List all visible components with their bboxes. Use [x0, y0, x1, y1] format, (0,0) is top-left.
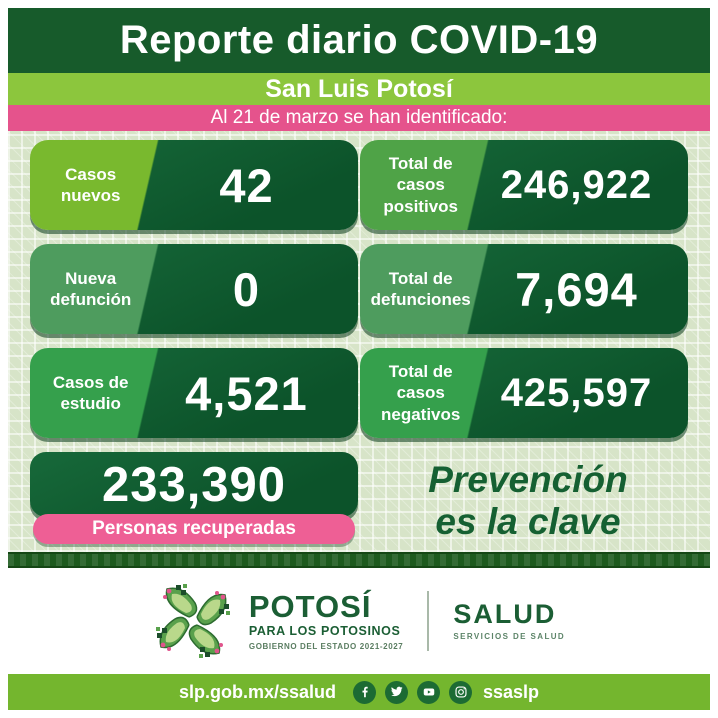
date-banner: [8, 105, 710, 131]
stat-value: 0: [232, 262, 261, 316]
salud-name: SALUD: [453, 598, 557, 629]
potosi-name: POTOSÍ: [248, 589, 372, 625]
salud-wordmark: [453, 600, 565, 642]
stat-value: 7,694: [515, 262, 638, 316]
stat-card-casos-estudio: [30, 348, 358, 438]
location-title: San Luis Potosí: [265, 74, 453, 103]
stat-value: 425,597: [500, 370, 653, 415]
potosi-tagline: PARA LOS POTOSINOS: [248, 624, 401, 639]
stat-value: 42: [219, 158, 274, 212]
salud-subtitle: SERVICIOS DE SALUD: [453, 632, 566, 642]
recovered-card: [30, 452, 358, 549]
instagram-icon[interactable]: [449, 681, 472, 704]
potosi-government: GOBIERNO DEL ESTADO 2021-2027: [248, 642, 404, 652]
potosi-emblem-icon: [153, 581, 233, 661]
slogan-line-2: es la clave: [435, 500, 621, 542]
recovered-value: 233,390: [101, 457, 287, 512]
prevention-slogan: [368, 452, 688, 549]
stat-card-total-negativos: [360, 348, 688, 438]
recovered-value-box: [30, 452, 358, 517]
stats-section: [8, 131, 710, 552]
recovered-label-pill: [33, 514, 355, 544]
stats-row-4: [30, 452, 688, 549]
website-link[interactable]: slp.gob.mx/ssalud: [178, 681, 336, 702]
page-title: Reporte diario COVID-19: [119, 18, 599, 62]
subheader-band: [8, 73, 710, 105]
stats-row-2: [30, 244, 688, 334]
recovered-label: Personas recuperadas: [92, 518, 296, 539]
stat-card-total-positivos: [360, 140, 688, 230]
footer-logos: [8, 568, 710, 674]
decorative-band: [8, 552, 710, 568]
stat-value: 246,922: [500, 162, 653, 207]
stat-label: Casos nuevos: [60, 164, 121, 205]
facebook-icon[interactable]: [353, 681, 376, 704]
stat-card-nueva-defuncion: [30, 244, 358, 334]
contact-bar: [8, 674, 710, 710]
stat-value: 4,521: [185, 366, 308, 420]
header-band: [8, 8, 710, 73]
stat-label: Nueva defunción: [50, 268, 132, 309]
stat-label: Casos de estudio: [52, 372, 129, 413]
logo-divider: [427, 591, 429, 651]
stats-row-3: [30, 348, 688, 438]
youtube-icon[interactable]: [417, 681, 440, 704]
date-banner-text: Al 21 de marzo se han identificado:: [210, 107, 508, 128]
twitter-icon[interactable]: [385, 681, 408, 704]
slogan-line-1: Prevención: [428, 459, 628, 501]
stats-row-1: [30, 140, 688, 230]
stat-card-casos-nuevos: [30, 140, 358, 230]
stat-card-total-defunciones: [360, 244, 688, 334]
social-handle[interactable]: ssaslp: [483, 681, 540, 702]
stat-label: Total de casos negativos: [381, 362, 461, 424]
stat-label: Total de casos positivos: [383, 154, 458, 216]
stat-label: Total de defunciones: [370, 268, 471, 309]
potosi-wordmark: [249, 590, 403, 652]
